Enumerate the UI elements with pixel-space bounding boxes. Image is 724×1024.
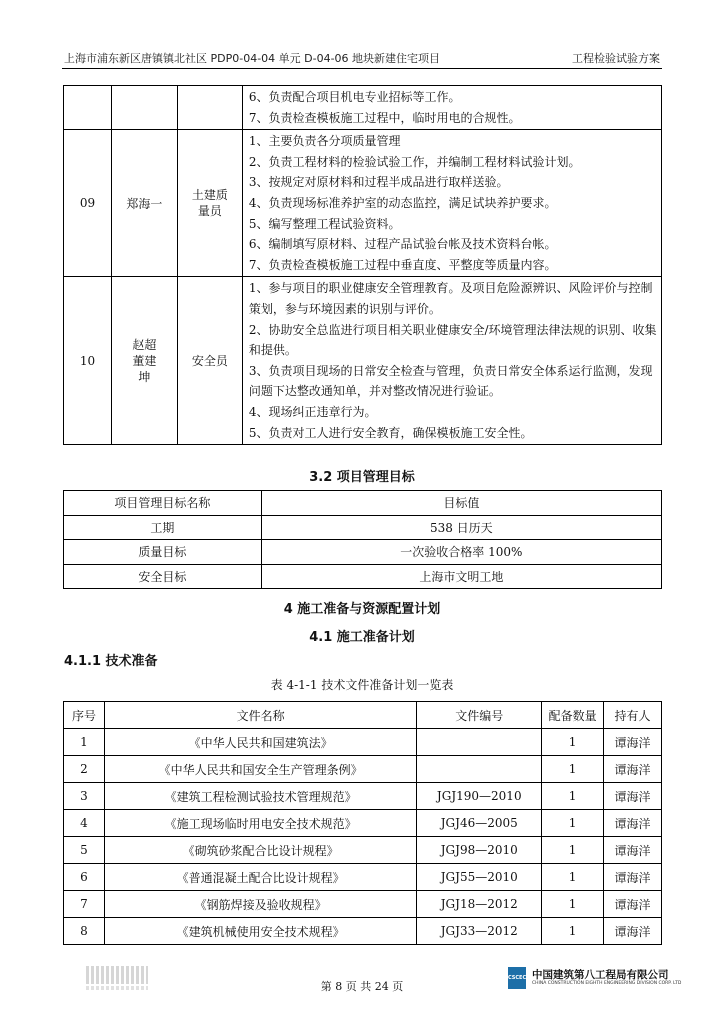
duty-item: 3、负责项目现场的日常安全检查与管理，负责日常安全体系运行监测，发现问题下达整改通知单，并对整改情况进行验证。	[248, 363, 653, 399]
doc-code	[417, 756, 542, 783]
table-row	[64, 918, 662, 945]
doc-no: 7	[64, 891, 105, 918]
column-header: 持有人	[604, 702, 662, 729]
doc-qty: 1	[542, 783, 604, 810]
doc-title: 《中华人民共和国安全生产管理条例》	[104, 756, 416, 783]
doc-code: JGJ98—2010	[417, 837, 542, 864]
duty-item: 5、负责对工人进行安全教育，确保模板施工安全性。	[248, 425, 533, 440]
duty-item: 1、参与项目的职业健康安全管理教育。及项目危险源辨识、风险评价与控制策划，参与环境因素的识别与评价。	[248, 281, 653, 316]
table-row	[64, 783, 662, 810]
doc-no: 8	[64, 918, 105, 945]
duty-item: 5、编写整理工程试验资料。	[248, 216, 401, 231]
goal-name: 质量目标	[64, 540, 262, 565]
doc-qty: 1	[542, 756, 604, 783]
management-goals-table	[63, 490, 662, 589]
goal-value: 一次验收合格率 100%	[261, 540, 661, 565]
table-row	[64, 837, 662, 864]
logo-company-name: 中国建筑第八工程局有限公司	[532, 969, 669, 981]
doc-code	[417, 729, 542, 756]
duty-name: 郑海一	[111, 130, 177, 277]
technical-documents-table	[63, 701, 662, 945]
column-header: 目标值	[261, 491, 661, 516]
duty-role	[177, 86, 242, 130]
table-header-row	[64, 491, 662, 516]
duty-item: 6、负责配合项目机电专业招标等工作。	[248, 90, 461, 104]
column-header: 文件名称	[104, 702, 416, 729]
doc-code: JGJ55—2010	[417, 864, 542, 891]
duty-list	[242, 277, 661, 445]
section-4-1-heading: 4.1 施工准备计划	[309, 630, 415, 645]
table-row	[64, 891, 662, 918]
duty-role: 安全员	[177, 277, 242, 445]
doc-title: 《砌筑砂浆配合比设计规程》	[104, 837, 416, 864]
doc-code: JGJ33—2012	[417, 918, 542, 945]
doc-code: JGJ18—2012	[417, 891, 542, 918]
logo-company-name-en: CHINA CONSTRUCTION EIGHTH ENGINEERING DIVISION CORP. LTD	[532, 981, 682, 986]
doc-title: 《钢筋焊接及验收规程》	[104, 891, 416, 918]
doc-holder: 谭海洋	[604, 864, 662, 891]
duty-name	[111, 86, 177, 130]
table-row	[64, 515, 662, 540]
duty-item: 4、现场纠正违章行为。	[248, 404, 377, 419]
doc-holder: 谭海洋	[604, 810, 662, 837]
doc-no: 3	[64, 783, 105, 810]
doc-holder: 谭海洋	[604, 729, 662, 756]
doc-title: 《中华人民共和国建筑法》	[104, 729, 416, 756]
page-number: 第 8 页 共 24 页	[320, 980, 404, 993]
doc-code: JGJ190—2010	[417, 783, 542, 810]
column-header: 配备数量	[542, 702, 604, 729]
company-logo	[508, 965, 682, 991]
section-3-2-heading: 3.2 项目管理目标	[309, 470, 415, 485]
table-row	[64, 277, 662, 445]
doc-holder: 谭海洋	[604, 891, 662, 918]
duty-list	[242, 86, 661, 130]
doc-no: 4	[64, 810, 105, 837]
duty-no: 10	[64, 277, 112, 445]
duty-item: 6、编制填写原材料、过程产品试验台帐及技术资料台帐。	[248, 237, 557, 252]
goal-value: 538 日历天	[261, 515, 661, 540]
duty-item: 3、按规定对原材料和过程半成品进行取样送验。	[248, 175, 509, 190]
section-4-heading: 4 施工准备与资源配置计划	[283, 602, 441, 617]
doc-qty: 1	[542, 918, 604, 945]
goal-value: 上海市文明工地	[261, 564, 661, 589]
column-header: 项目管理目标名称	[64, 491, 262, 516]
doc-no: 1	[64, 729, 105, 756]
column-header: 序号	[64, 702, 105, 729]
doc-title: 《普通混凝土配合比设计规程》	[104, 864, 416, 891]
duty-list	[242, 130, 661, 277]
logo-mark-icon: CSCEC	[508, 967, 526, 989]
doc-holder: 谭海洋	[604, 756, 662, 783]
duty-item: 2、协助安全总监进行项目相关职业健康安全/环境管理法律法规的识别、收集和提供。	[248, 322, 657, 358]
table-row	[64, 756, 662, 783]
table-row	[64, 564, 662, 589]
doc-holder: 谭海洋	[604, 918, 662, 945]
duty-item: 7、负责检查模板施工过程中垂直度、平整度等质量内容。	[248, 257, 557, 272]
doc-qty: 1	[542, 837, 604, 864]
header-divider	[62, 68, 662, 69]
table-row	[64, 130, 662, 277]
table-row	[64, 86, 662, 130]
section-4-1-1-heading: 4.1.1 技术准备	[64, 654, 158, 669]
table-caption: 表 4-1-1 技术文件准备计划一览表	[270, 678, 454, 692]
table-header-row	[64, 702, 662, 729]
column-header: 文件编号	[417, 702, 542, 729]
table-row	[64, 729, 662, 756]
table-row	[64, 810, 662, 837]
doc-no: 6	[64, 864, 105, 891]
duty-item: 4、负责现场标准养护室的动态监控，满足试块养护要求。	[248, 195, 557, 210]
goal-name: 安全目标	[64, 564, 262, 589]
table-row	[64, 864, 662, 891]
duty-role: 土建质量员	[177, 130, 242, 277]
goal-name: 工期	[64, 515, 262, 540]
doc-qty: 1	[542, 810, 604, 837]
duty-item: 7、负责检查模板施工过程中，临时用电的合规性。	[248, 110, 521, 125]
doc-no: 5	[64, 837, 105, 864]
duty-name: 赵超 董建坤	[111, 277, 177, 445]
doc-qty: 1	[542, 729, 604, 756]
doc-title: 《施工现场临时用电安全技术规范》	[104, 810, 416, 837]
header-project-name: 上海市浦东新区唐镇镇北社区 PDP0-04-04 单元 D-04-06 地块新建住宅项目	[64, 52, 441, 65]
doc-holder: 谭海洋	[604, 783, 662, 810]
doc-holder: 谭海洋	[604, 837, 662, 864]
duty-no: 09	[64, 130, 112, 277]
duty-item: 2、负责工程材料的检验试验工作，并编制工程材料试验计划。	[248, 154, 581, 169]
table-row	[64, 540, 662, 565]
duty-item: 1、主要负责各分项质量管理	[248, 134, 401, 149]
doc-title: 《建筑机械使用安全技术规程》	[104, 918, 416, 945]
doc-no: 2	[64, 756, 105, 783]
duty-no	[64, 86, 112, 130]
header-document-title: 工程检验试验方案	[572, 52, 660, 65]
doc-qty: 1	[542, 891, 604, 918]
doc-code: JGJ46—2005	[417, 810, 542, 837]
duty-table	[63, 85, 662, 445]
doc-title: 《建筑工程检测试验技术管理规范》	[104, 783, 416, 810]
doc-qty: 1	[542, 864, 604, 891]
